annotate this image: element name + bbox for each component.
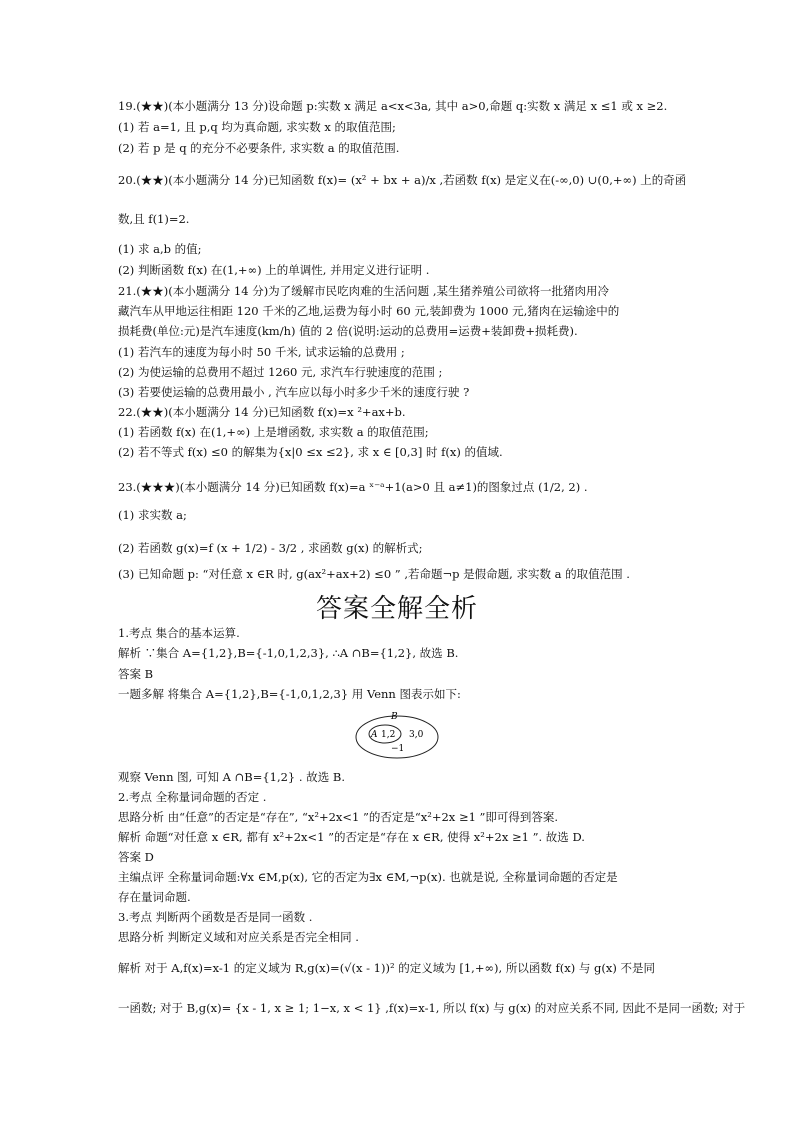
q23-stem: 23.(★★★)(本小题满分 14 分)已知函数 f(x)=a ˣ⁻ᵃ+1(a>0 且 a≠1)的图象过点 (1/2, 2) .: [118, 480, 588, 494]
q20-stem-cont: 数,且 f(1)=2.: [118, 212, 190, 226]
a2-analysis: 解析 命题“对任意 x ∈R, 都有 x²+2x<1 ”的否定是“存在 x ∈R, 使得 x²+2x ≥1 ”. 故选 D.: [118, 830, 585, 844]
a3-analysis: 解析 对于 A,f(x)=x-1 的定义域为 R,g(x)=(√(x - 1))² 的定义域为 [1,+∞), 所以函数 f(x) 与 g(x) 不是同: [118, 961, 656, 975]
q22-stem: 22.(★★)(本小题满分 14 分)已知函数 f(x)=x ²+ax+b.: [118, 405, 406, 419]
q23-part2: (2) 若函数 g(x)=f (x + 1/2) - 3/2 , 求函数 g(x) 的解析式;: [118, 541, 423, 555]
a3-analysis-cont: 一函数; 对于 B,g(x)= {x - 1, x ≥ 1; 1−x, x < 1} ,f(x)=x-1, 所以 f(x) 与 g(x) 的对应关系不同, 因此不是同一函数; 对于: [118, 1001, 746, 1015]
a3-idea: 思路分析 判断定义域和对应关系是否完全相同 .: [118, 930, 359, 944]
a1-answer: 答案 B: [118, 667, 154, 681]
q19-stem: 19.(★★)(本小题满分 13 分)设命题 p:实数 x 满足 a<x<3a, 其中 a>0,命题 q:实数 x 满足 x ≤1 或 x ≥2.: [118, 99, 668, 113]
q21-part1: (1) 若汽车的速度为每小时 50 千米, 试求运输的总费用 ;: [118, 345, 405, 359]
answers-title: 答案全解全析: [315, 594, 478, 624]
q21-part3: (3) 若要使运输的总费用最小 , 汽车应以每小时多少千米的速度行驶 ?: [118, 385, 470, 399]
q23-part1: (1) 求实数 a;: [118, 508, 187, 522]
a1-point: 1.考点 集合的基本运算.: [118, 626, 240, 640]
q20-part1: (1) 求 a,b 的值;: [118, 242, 202, 256]
q20-stem: 20.(★★)(本小题满分 14 分)已知函数 f(x)= (x² + bx + a)/x ,若函数 f(x) 是定义在(-∞,0) ∪(0,+∞) 上的奇函: [118, 173, 687, 187]
a2-point: 2.考点 全称量词命题的否定 .: [118, 790, 267, 804]
q23-part3: (3) 已知命题 p: “对任意 x ∈R 时, g(ax²+ax+2) ≤0 ” ,若命题¬p 是假命题, 求实数 a 的取值范围 .: [118, 567, 630, 581]
q19-part2: (2) 若 p 是 q 的充分不必要条件, 求实数 a 的取值范围.: [118, 141, 400, 155]
a2-answer: 答案 D: [118, 850, 154, 864]
q19-part1: (1) 若 a=1, 且 p,q 均为真命题, 求实数 x 的取值范围;: [118, 120, 396, 134]
a2-idea: 思路分析 由“任意”的否定是“存在”, “x²+2x<1 ”的否定是“x²+2x ≥1 ”即可得到答案.: [118, 810, 559, 824]
q22-part2: (2) 若不等式 f(x) ≤0 的解集为{x|0 ≤x ≤2}, 求 x ∈ [0,3] 时 f(x) 的值域.: [118, 445, 503, 459]
venn-outer-negative: −1: [391, 744, 405, 754]
venn-diagram: [354, 710, 440, 760]
q20-part2: (2) 判断函数 f(x) 在(1,+∞) 上的单调性, 并用定义进行证明 .: [118, 263, 430, 277]
a1-analysis: 解析 ∵集合 A={1,2},B={-1,0,1,2,3}, ∴A ∩B={1,2}, 故选 B.: [118, 646, 459, 660]
a2-comment-cont: 存在量词命题.: [118, 890, 191, 904]
q21-part2: (2) 为使运输的总费用不超过 1260 元, 求汽车行驶速度的范围 ;: [118, 365, 443, 379]
q21-stem2: 藏汽车从甲地运往相距 120 千米的乙地,运费为每小时 60 元,装卸费为 1000 元,猪肉在运输途中的: [118, 304, 620, 318]
venn-outer-values: 3,0: [409, 730, 424, 740]
a1-observe: 观察 Venn 图, 可知 A ∩B={1,2} . 故选 B.: [118, 770, 345, 784]
a2-comment: 主编点评 全称量词命题:∀x ∈M,p(x), 它的否定为∃x ∈M,¬p(x). 也就是说, 全称量词命题的否定是: [118, 870, 618, 884]
venn-inner-values: 1,2: [381, 730, 396, 740]
venn-inner-label: A: [371, 730, 378, 740]
a1-multi: 一题多解 将集合 A={1,2},B={-1,0,1,2,3} 用 Venn 图表示如下:: [118, 687, 461, 701]
q21-stem: 21.(★★)(本小题满分 14 分)为了缓解市民吃肉难的生活问题 ,某生猪养殖公司欲将一批猪肉用冷: [118, 284, 609, 298]
q21-stem3: 损耗费(单位:元)是汽车速度(km/h) 值的 2 倍(说明:运动的总费用=运费+装卸费+损耗费).: [118, 324, 578, 338]
venn-outer-label: B: [391, 712, 398, 722]
a3-point: 3.考点 判断两个函数是否是同一函数 .: [118, 910, 313, 924]
q22-part1: (1) 若函数 f(x) 在(1,+∞) 上是增函数, 求实数 a 的取值范围;: [118, 425, 429, 439]
